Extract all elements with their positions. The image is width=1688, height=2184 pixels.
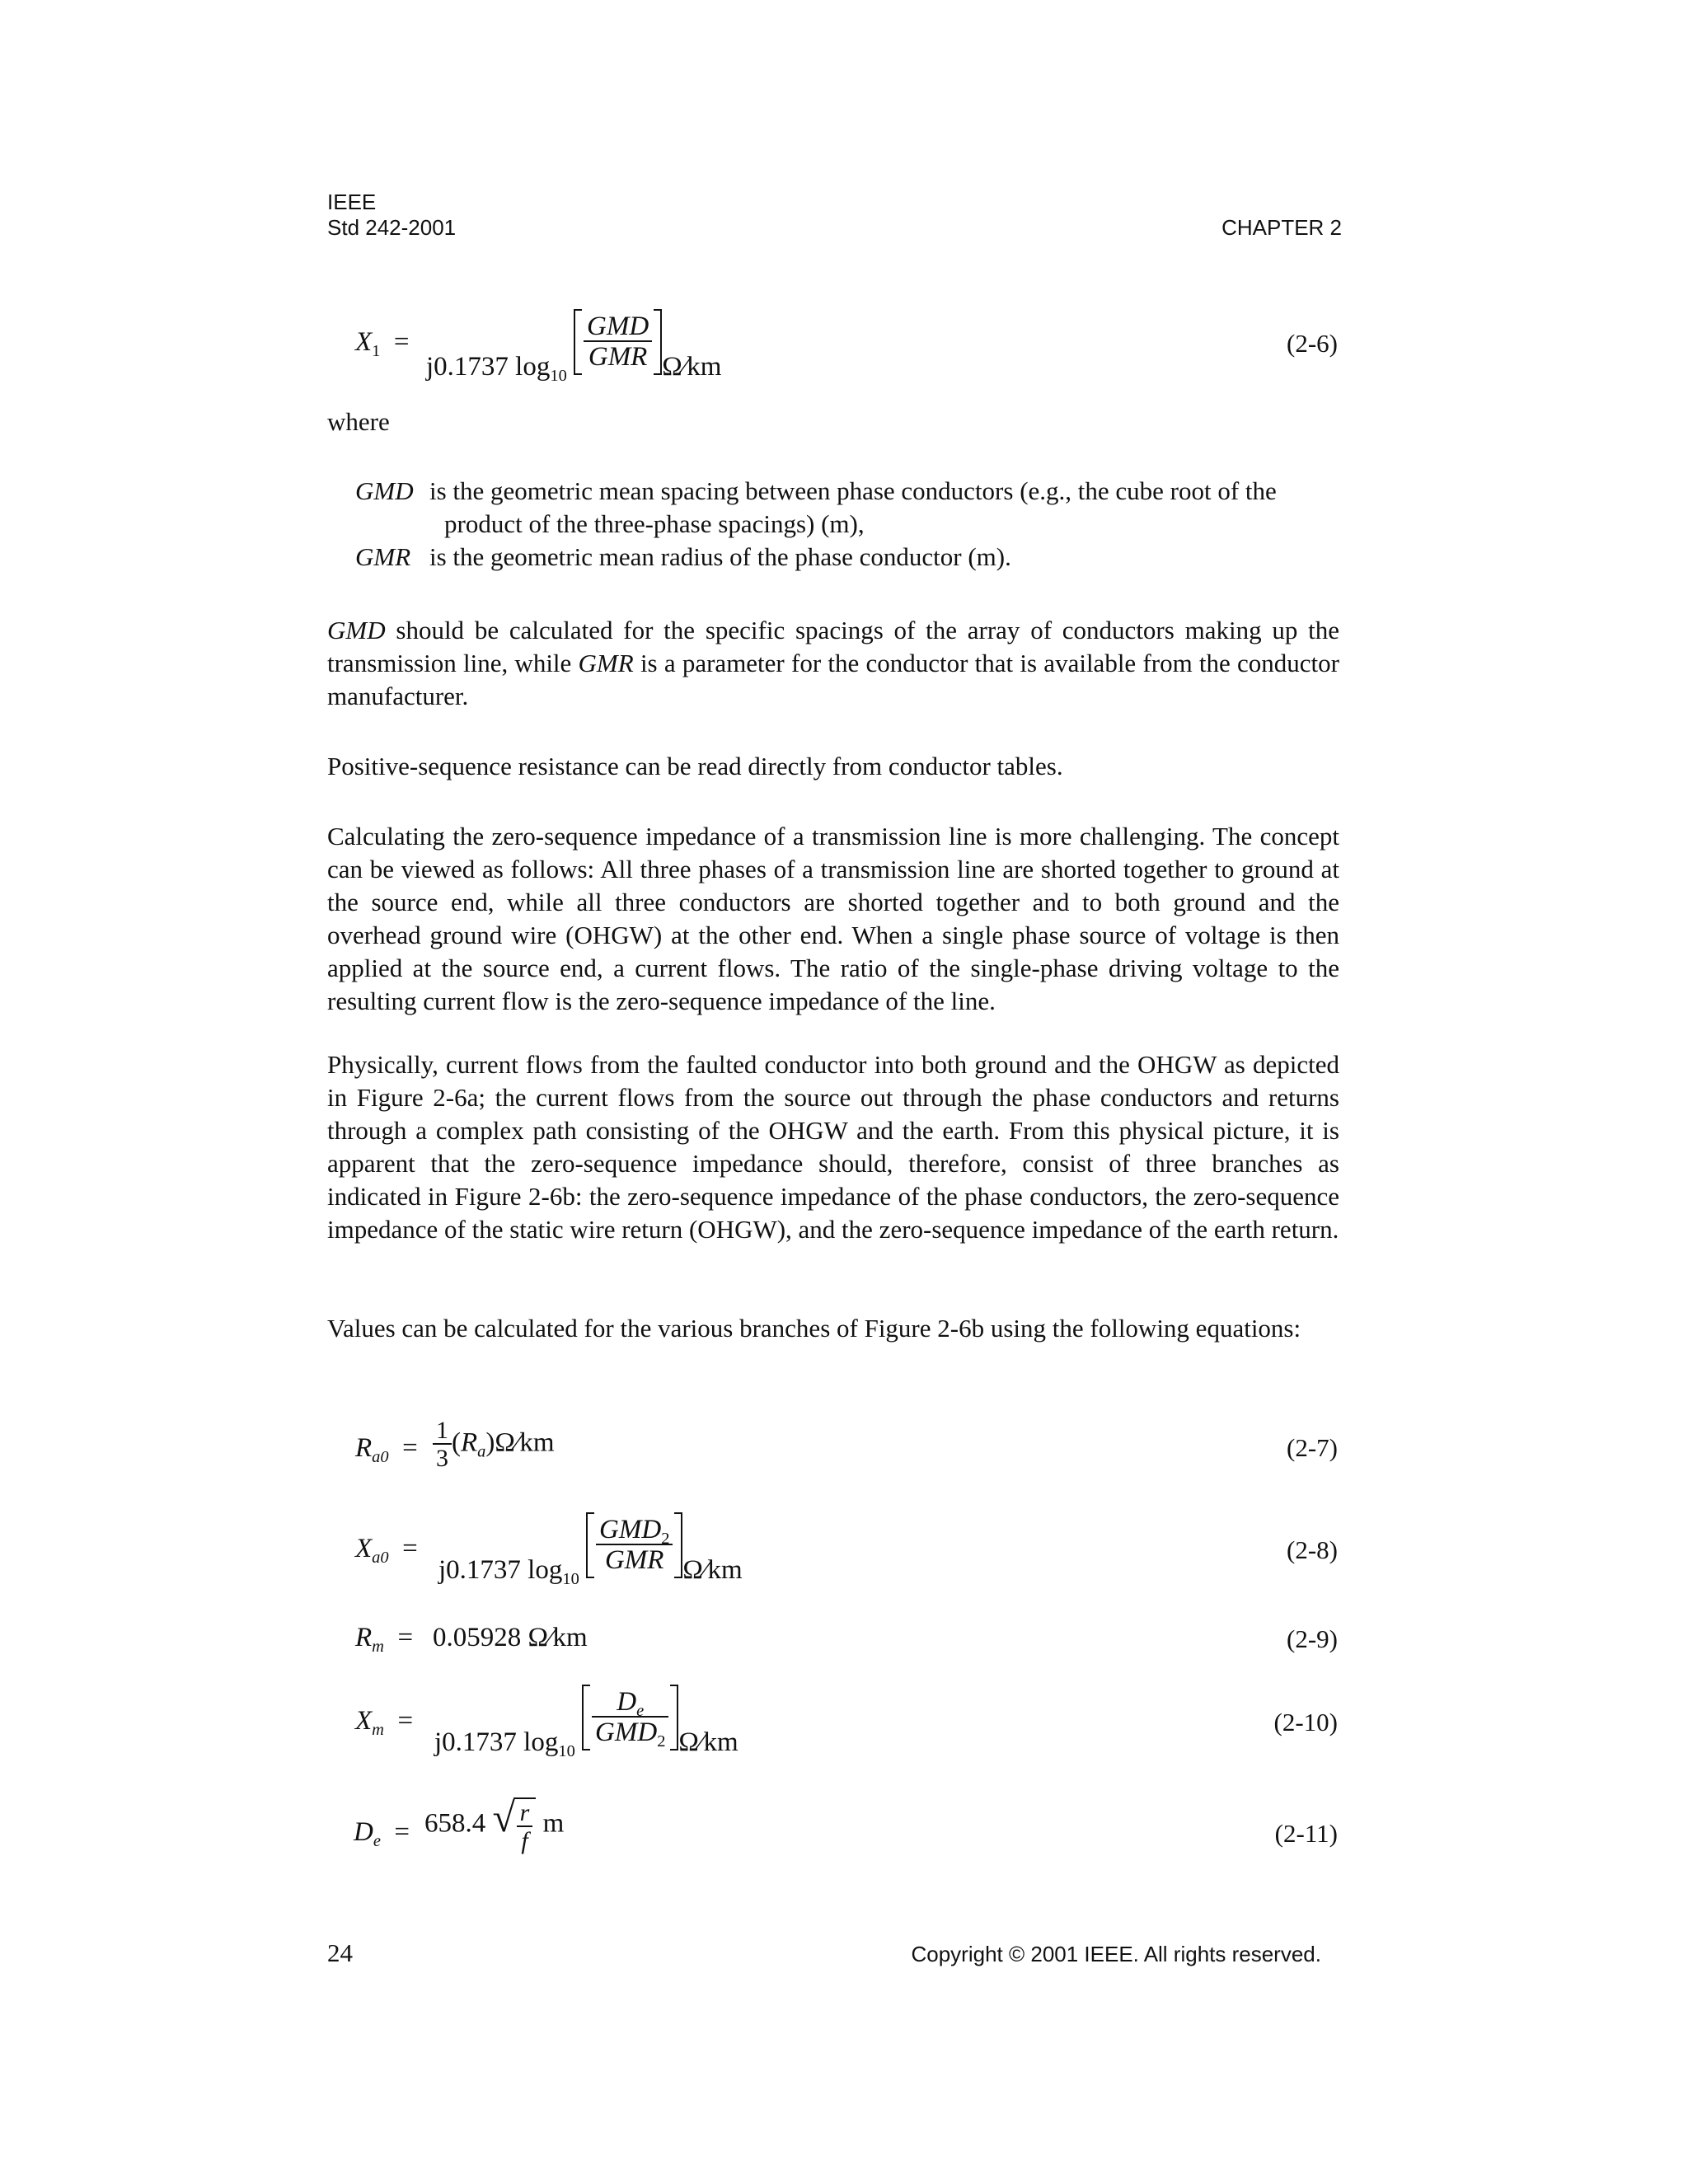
- paragraph-zero-sequence: Calculating the zero-sequence impedance of a transmission line is more challenging. The concept can be viewed as follows: All three phases of a transmission line are shorted together to ground at the source end, while all three conductors are shorted together and to both ground and the overhead ground wire (OHGW) at the other end. When a single phase source of voltage is then applied at the source end, a current flows. The ratio of the single-phase driving voltage to the resulting current flow is the zero-sequence impedance of the line.: [327, 822, 1339, 1015]
- bracket-group: [586, 1512, 682, 1578]
- equation-rhs: j0.1737 $\log_{10}$ $\frac{D_e}{GMD_2}$ Ω⁄km: [434, 1685, 738, 1758]
- header-std: Std 242-2001: [327, 215, 457, 240]
- equation-number: (2-8): [1287, 1535, 1338, 1564]
- paragraph-physical: Physically, current flows from the faulted conductor into both ground and the OHGW as depicted in Figure 2-6a; the current flows from the source out through the phase conductors and returns through a complex path consisting of the OHGW and the earth. From this physical picture, it is apparent that the zero-sequence impedance should, therefore, consist of three branches as indicated in Figure 2-6b: the zero-sequence impedance of the phase conductors, the zero-sequence impedance of the static wire return (OHGW), and the zero-sequence impedance of the earth return.: [327, 1050, 1339, 1244]
- equation-lhs: $X_{a0}$ =: [355, 1534, 418, 1568]
- where-label: where: [327, 407, 390, 436]
- equation-2-10: [327, 1681, 1339, 1764]
- equation-lhs: $D_e$ =: [354, 1817, 410, 1851]
- equation-number: (2-9): [1287, 1624, 1338, 1653]
- definition-gmr: [327, 541, 1339, 574]
- equation-2-7: [327, 1413, 1339, 1488]
- equation-rhs: 0.05928 Ω⁄km: [433, 1623, 588, 1652]
- definition-term: GMD: [355, 476, 414, 505]
- fraction: $\frac{1}{3}$: [433, 1418, 452, 1471]
- paragraph-positive-sequence: Positive-sequence resistance can be read directly from conductor tables.: [327, 752, 1063, 780]
- equation-rhs: $\frac{1}{3}$ $(R_a)\Omega⁄km$: [433, 1418, 555, 1471]
- equation-number: (2-7): [1287, 1433, 1338, 1462]
- equation-2-9: [327, 1619, 1339, 1661]
- fraction: $\frac{D_e}{GMD_2}$: [592, 1689, 668, 1746]
- bracket-group: [582, 1685, 678, 1750]
- equation-lhs: $R_m$ =: [355, 1623, 414, 1657]
- equation-rhs: 658.4 √ $\frac{r}{f}$ m: [424, 1795, 565, 1854]
- definition-text: is the geometric mean radius of the phase conductor (m).: [429, 542, 1011, 571]
- bracket-group: [574, 309, 662, 375]
- equation-lhs: $R_{a0}$ =: [355, 1433, 418, 1467]
- running-header-left: [327, 190, 456, 241]
- header-chapter: CHAPTER 2: [1221, 215, 1342, 240]
- definitions-list: [327, 475, 1339, 574]
- definition-gmd: [327, 475, 1339, 541]
- equation-2-8: [327, 1512, 1339, 1591]
- definition-term: GMR: [355, 542, 411, 571]
- definition-text: is the geometric mean spacing between phase conductors (e.g., the cube root of the: [429, 476, 1277, 505]
- fraction: $\frac{r}{f}$: [517, 1801, 533, 1854]
- equation-lhs: $X_1$ =: [355, 327, 410, 361]
- equation-number: (2-6): [1287, 329, 1338, 358]
- paragraph-values: Values can be calculated for the various branches of Figure 2-6b using the following equations:: [327, 1314, 1301, 1343]
- fraction: $\frac{GMD_2}{\text{GMR}}$: [596, 1516, 673, 1574]
- paragraph-gmd: GMD should be calculated for the specific spacings of the array of conductors making up the transmission line, while GMR is a parameter for the conductor that is available from the conductor manufacturer.: [327, 616, 1339, 710]
- square-root: √ $\frac{r}{f}$: [493, 1797, 537, 1854]
- fraction: $\frac{\text{GMD}}{\text{GMR}}$: [584, 313, 652, 371]
- equation-number: (2-10): [1273, 1708, 1338, 1736]
- definition-text-continued: product of the three-phase spacings) (m),: [444, 509, 865, 538]
- equation-rhs: j0.1737 $\log_{10}$ $\frac{\text{GMD}}{\text{GMR}}$ Ω⁄km: [426, 309, 721, 382]
- equation-2-6: [327, 309, 1339, 386]
- equation-2-11: [327, 1793, 1339, 1875]
- equation-lhs: $X_m$ =: [355, 1706, 414, 1740]
- header-org: IEEE: [327, 190, 377, 214]
- equation-rhs: j0.1737 $\log_{10}$ $\frac{GMD_2}{\text{GMR}}$ Ω⁄km: [438, 1512, 743, 1586]
- equation-number: (2-11): [1274, 1819, 1338, 1848]
- page-number: 24: [327, 1938, 353, 1967]
- copyright-notice: Copyright © 2001 IEEE. All rights reserved.: [911, 1942, 1321, 1966]
